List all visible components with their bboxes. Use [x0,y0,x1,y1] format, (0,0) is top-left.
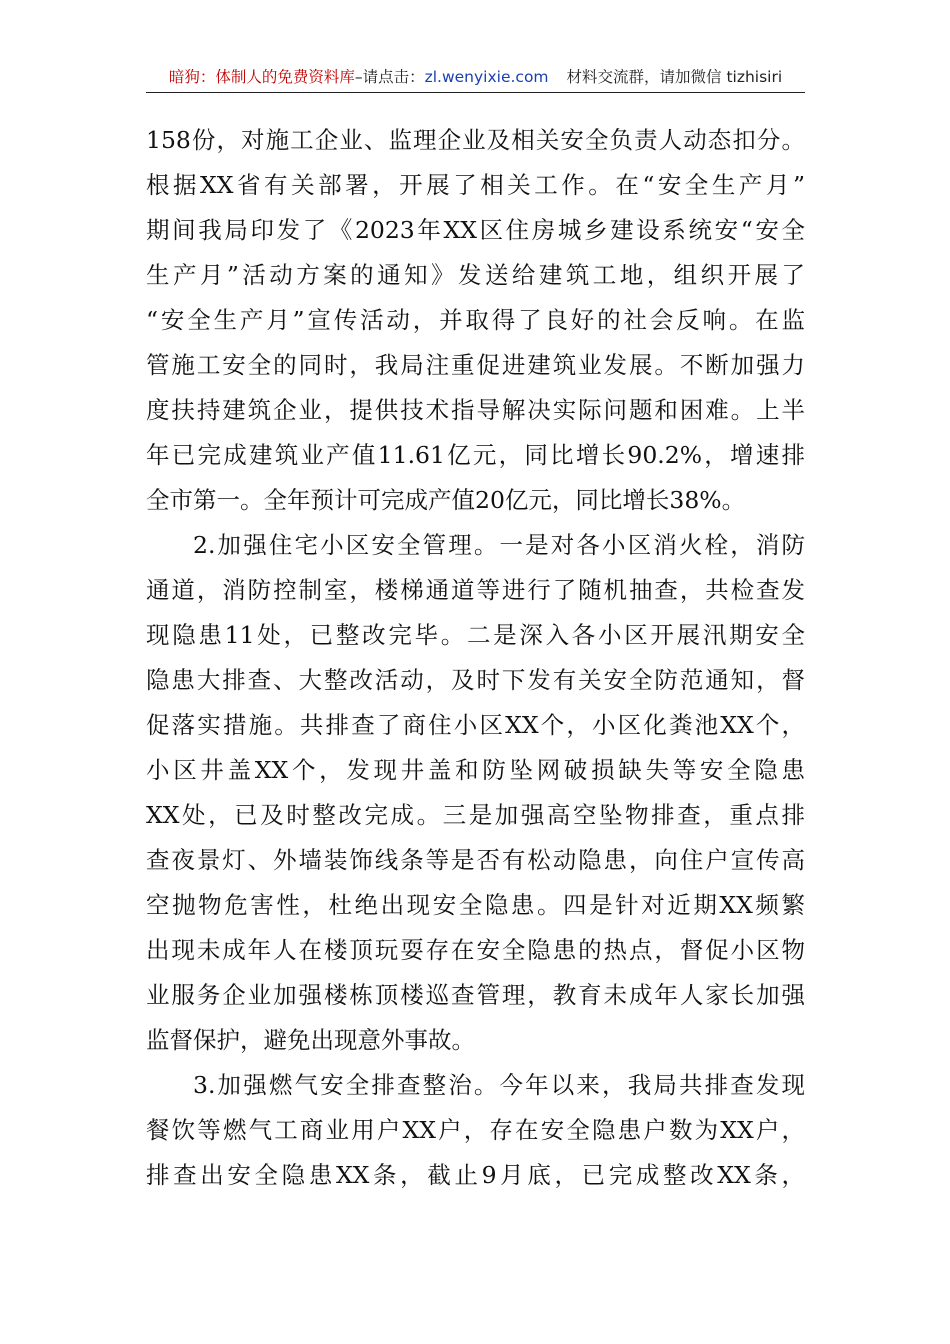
text-line: 查夜景灯、外墙装饰线条等是否有松动隐患，向住户宣传高 [146,846,805,874]
text-line: 生产月”活动方案的通知》发送给建筑工地，组织开展了 [146,261,805,289]
document-body [146,118,805,1198]
header-group-note: 材料交流群，请加微信 tizhisiri [566,68,783,86]
text-line: 监督保护，避免出现意外事故。 [146,1026,475,1054]
text-line: 通道，消防控制室，楼梯通道等进行了随机抽查，共检查发 [146,576,805,604]
section-3-heading-line: 3.加强燃气安全排查整治。今年以来，我局共排查发现 [193,1071,805,1099]
text-line: 根据XX省有关部署，开展了相关工作。在“安全生产月” [146,171,805,199]
text-line: 排查出安全隐患XX条，截止9月底，已完成整改XX条， [146,1161,805,1189]
text-line: 管施工安全的同时，我局注重促进建筑业发展。不断加强力 [146,351,805,379]
text-line: 促落实措施。共排查了商住小区XX个，小区化粪池XX个， [146,711,805,739]
text-line: 现隐患11处，已整改完毕。二是深入各小区开展汛期安全 [146,621,805,649]
text-line: “安全生产月”宣传活动，并取得了良好的社会反响。在监 [146,306,805,334]
header-url-link[interactable]: zl.wenyixie.com [424,68,549,86]
text-line: 158份，对施工企业、监理企业及相关安全负责人动态扣分。 [146,126,805,154]
header-separator: –请点击： [354,68,425,86]
text-line: 出现未成年人在楼顶玩耍存在安全隐患的热点，督促小区物 [146,936,805,964]
text-line: XX处，已及时整改完成。三是加强高空坠物排查，重点排 [146,801,805,829]
text-line: 期间我局印发了《2023年XX区住房城乡建设系统安“安全 [146,216,805,244]
text-line: 小区井盖XX个，发现井盖和防坠网破损缺失等安全隐患 [146,756,805,784]
page-header [146,62,805,93]
text-line: 全市第一。全年预计可完成产值20亿元，同比增长38%。 [146,486,746,514]
header-brand: 暗狗：体制人的免费资料库 [168,68,355,86]
text-line: 餐饮等燃气工商业用户XX户，存在安全隐患户数为XX户， [146,1116,805,1144]
text-line: 度扶持建筑企业，提供技术指导解决实际问题和困难。上半 [146,396,805,424]
text-line: 空抛物危害性，杜绝出现安全隐患。四是针对近期XX频繁 [146,891,805,919]
text-line: 年已完成建筑业产值11.61亿元，同比增长90.2%，增速排 [146,441,805,469]
text-line: 业服务企业加强楼栋顶楼巡查管理，教育未成年人家长加强 [146,981,805,1009]
section-2-heading-line: 2.加强住宅小区安全管理。一是对各小区消火栓，消防 [193,531,805,559]
text-line: 隐患大排查、大整改活动，及时下发有关安全防范通知，督 [146,666,805,694]
